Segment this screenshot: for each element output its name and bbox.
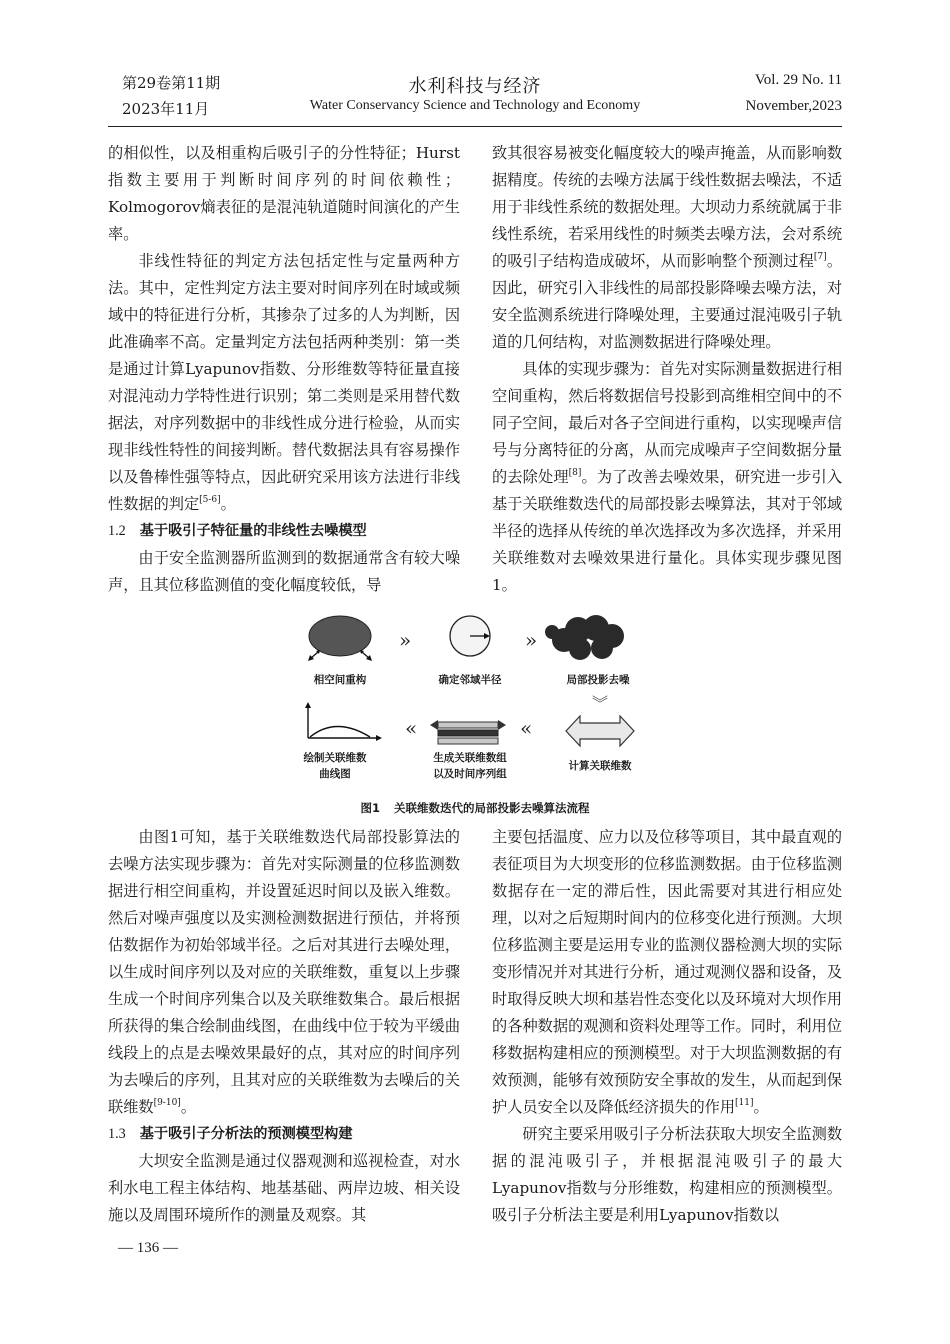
citation: [5-6]	[199, 495, 221, 505]
date-en: November,2023	[745, 98, 842, 114]
flow-arrow-right-icon: »	[399, 628, 412, 652]
paragraph: 由图1可知，基于关联维数迭代局部投影算法的去噪方法实现步骤为：首先对实际测量的位移监测数据进行相空间重构，并设置延迟时间以及嵌入维数。然后对噪声强度以及实测检测数据进行预估，并将预估数据作为初始邻域半径。之后对其进行去噪处理，以生成时间序列以及对应的关联维数，重复以上步骤生成一个时间序列集合以及关联维数集合。最后根据所获得的集合绘制曲线图，在曲线中位于较为平缓曲线段上的点是去噪效果最好的点，其对应的时间序列为去噪后的序列，且其对应的关联维数为去噪后的关联维数[9-10]。	[108, 828, 460, 1116]
noise-cloud-icon	[545, 615, 624, 660]
flow-arrow-down-icon: ︾	[592, 694, 609, 713]
journal-title-en: Water Conservancy Science and Technology and Economy	[309, 98, 641, 113]
flow-arrow-left-icon: «	[520, 716, 533, 740]
paragraph: 具体的实现步骤为：首先对实际测量数据进行相空间重构，然后将数据信号投影到高维相空间中的不同子空间，最后对各子空间进行重构，以实现噪声信号与分离特征的分离，从而完成噪声子空间数据分量的去除处理[8]。为了改善去噪效果，研究进一步引入基于关联维数迭代的局部投影去噪算法，其对于邻域半径的选择从传统的单次选择改为多次选择，并采用关联维数对去噪效果进行量化。具体实现步骤见图1。	[492, 360, 843, 594]
step-label: 生成关联维数组 以及时间序列组	[433, 752, 507, 780]
section-heading: 1.2 基于吸引子特征量的非线性去噪模型	[108, 523, 367, 539]
left-column-bottom	[108, 824, 460, 1229]
paragraph: 研究主要采用吸引子分析法获取大坝安全监测数据的混沌吸引子，并根据混沌吸引子的最大Lyapunov指数与分形维数，构建相应的预测模型。吸引子分析法主要是利用Lyapunov指数以	[492, 1125, 842, 1224]
phase-space-ellipse-icon	[308, 616, 372, 661]
left-column-top	[108, 140, 460, 599]
step-label: 确定邻域半径	[438, 674, 502, 686]
paragraph: 大坝安全监测是通过仪器观测和巡视检查，对水利水电工程主体结构、地基基础、两岸边坡、相关设施以及周围环境所作的测量及观察。其	[108, 1152, 460, 1224]
paragraph: 致其很容易被变化幅度较大的噪声掩盖，从而影响数据精度。传统的去噪方法属于线性数据去噪法，不适用于非线性系统的数据处理。大坝动力系统就属于非线性系统，若采用线性的时频类去噪方法，会对系统的吸引子结构造成破坏，从而影响整个预测过程[7]。因此，研究引入非线性的局部投影降噪去噪方法，对安全监测系统进行降噪处理，主要通过混沌吸引子轨道的几何结构，对监测数据进行降噪处理。	[492, 144, 843, 351]
correlation-dimension-arrow-icon	[566, 716, 634, 746]
journal-title-cn: 水利科技与经济	[408, 76, 542, 97]
citation: [9-10]	[153, 1098, 181, 1108]
sequence-groups-icon	[430, 720, 506, 744]
step-label: 计算关联维数	[568, 760, 632, 772]
paragraph: 由于安全监测器所监测到的数据通常含有较大噪声，且其位移监测值的变化幅度较低，导	[108, 549, 460, 594]
step-label: 绘制关联维数 曲线图	[303, 752, 367, 780]
neighborhood-radius-circle-icon	[450, 616, 490, 656]
flow-arrow-right-icon: »	[525, 628, 538, 652]
running-header	[108, 70, 842, 128]
step-label: 相空间重构	[313, 674, 367, 686]
step-label: 局部投影去噪	[566, 674, 630, 686]
header-rule	[108, 126, 842, 127]
date-cn: 2023年11月	[122, 100, 210, 118]
figure-caption: 图1 关联维数迭代的局部投影去噪算法流程	[360, 801, 590, 815]
paragraph: 非线性特征的判定方法包括定性与定量两种方法。其中，定性判定方法主要对时间序列在时域或频域中的特征进行分析，其掺杂了过多的人为判断，因此准确率不高。定量判定方法包括两种类别：第一类是通过计算Lyapunov指数、分形维数等特征量直接对混沌动力学特性进行识别；第二类则是采用替代数据法，对序列数据中的非线性成分进行检验，从而实现非线性特性的间接判断。替代数据法具有容易操作以及鲁棒性强等特点，因此研究采用该方法进行非线性数据的判定[5-6]。	[108, 252, 460, 513]
section-heading: 1.3 基于吸引子分析法的预测模型构建	[108, 1126, 353, 1142]
citation: [7]	[813, 252, 827, 262]
citation: [8]	[568, 468, 582, 478]
page-number: — 136 —	[118, 1240, 178, 1256]
paragraph: 的相似性，以及相重构后吸引子的分性特征；Hurst指数主要用于判断时间序列的时间依赖性；Kolmogorov熵表征的是混沌轨道随时间演化的产生率。	[108, 144, 460, 243]
paragraph: 主要包括温度、应力以及位移等项目，其中最直观的表征项目为大坝变形的位移监测数据。由于位移监测数据存在一定的滞后性，因此需要对其进行相应处理，以对之后短期时间内的位移变化进行预测。大坝位移监测主要是运用专业的监测仪器检测大坝的实际变形情况并对其进行分析，通过观测仪器和设备，及时取得反映大坝和基岩性态变化以及环境对大坝作用的各种数据的观测和资料处理等工作。同时，利用位移数据构建相应的预测模型。对于大坝监测数据的有效预测，能够有效预防安全事故的发生，从而起到保护人员安全以及降低经济损失的作用[11]。	[492, 828, 842, 1116]
correlation-curve-icon	[305, 702, 382, 741]
right-column-top	[492, 140, 842, 599]
right-column-bottom	[492, 824, 842, 1229]
citation: [11]	[735, 1098, 754, 1108]
volume-issue-cn: 第29卷第11期	[122, 74, 221, 92]
figure-1-flowchart	[280, 612, 670, 792]
flow-arrow-left-icon: «	[405, 716, 418, 740]
volume-issue-en: Vol. 29 No. 11	[754, 72, 842, 88]
